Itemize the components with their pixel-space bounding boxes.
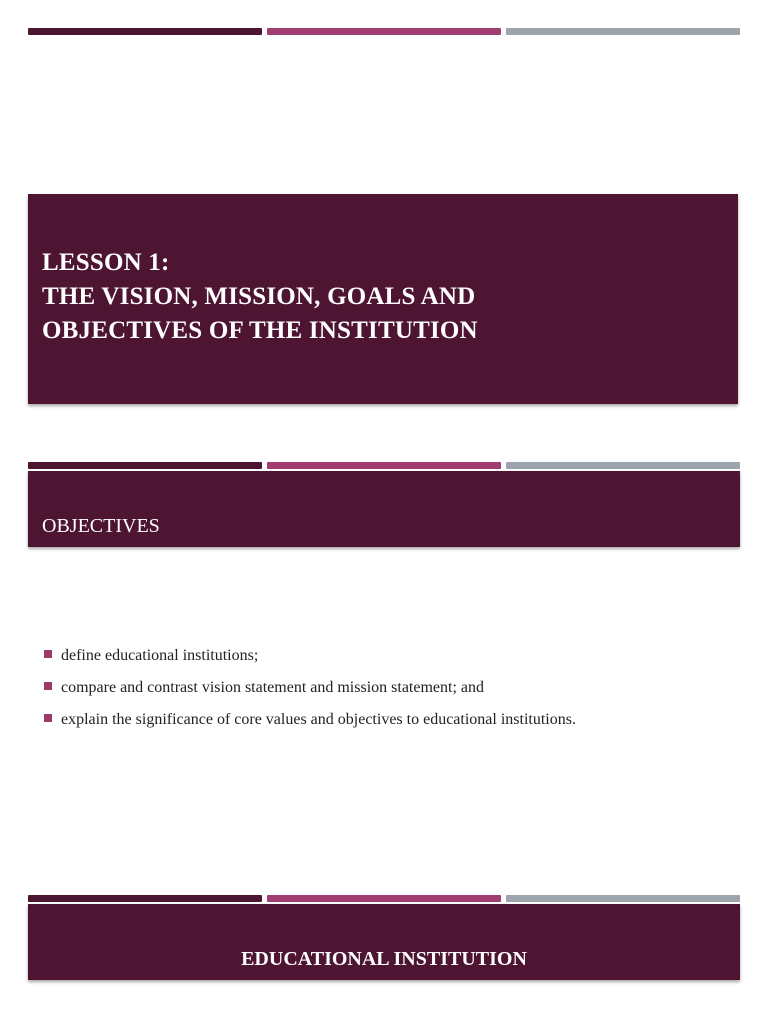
slide1-title: [42, 246, 478, 348]
square-bullet-icon: [44, 682, 52, 690]
educational-institution-heading: EDUCATIONAL INSTITUTION: [241, 948, 527, 970]
square-bullet-icon: [44, 650, 52, 658]
accent-stripe-gray: [506, 462, 740, 469]
objectives-heading: OBJECTIVES: [42, 515, 160, 537]
accent-stripe-mid: [267, 28, 501, 35]
objectives-list: [44, 644, 576, 740]
accent-stripe-dark: [28, 895, 262, 902]
accent-stripe-dark: [28, 462, 262, 469]
title-line: LESSON 1:: [42, 249, 170, 276]
slide3-heading-band: [28, 904, 740, 980]
title-line: THE VISION, MISSION, GOALS AND: [42, 283, 476, 310]
accent-stripe-mid: [267, 895, 501, 902]
accent-stripe-gray: [506, 28, 740, 35]
slide1-title-band: [28, 194, 738, 404]
title-line: OBJECTIVES OF THE INSTITUTION: [42, 317, 478, 344]
list-item: [44, 644, 576, 676]
list-item-text: compare and contrast vision statement and mission statement; and: [61, 679, 485, 696]
list-item-text: define educational institutions;: [61, 647, 259, 664]
slide2-heading-band: [28, 471, 740, 547]
accent-stripe-gray: [506, 895, 740, 902]
square-bullet-icon: [44, 714, 52, 722]
accent-stripe-dark: [28, 28, 262, 35]
slide1-accent-stripes: [28, 28, 740, 35]
list-item: [44, 708, 576, 740]
slide2-accent-stripes: [28, 462, 740, 469]
list-item-text: explain the significance of core values and objectives to educational institutions.: [61, 711, 576, 728]
accent-stripe-mid: [267, 462, 501, 469]
slide3-accent-stripes: [28, 895, 740, 902]
list-item: [44, 676, 576, 708]
